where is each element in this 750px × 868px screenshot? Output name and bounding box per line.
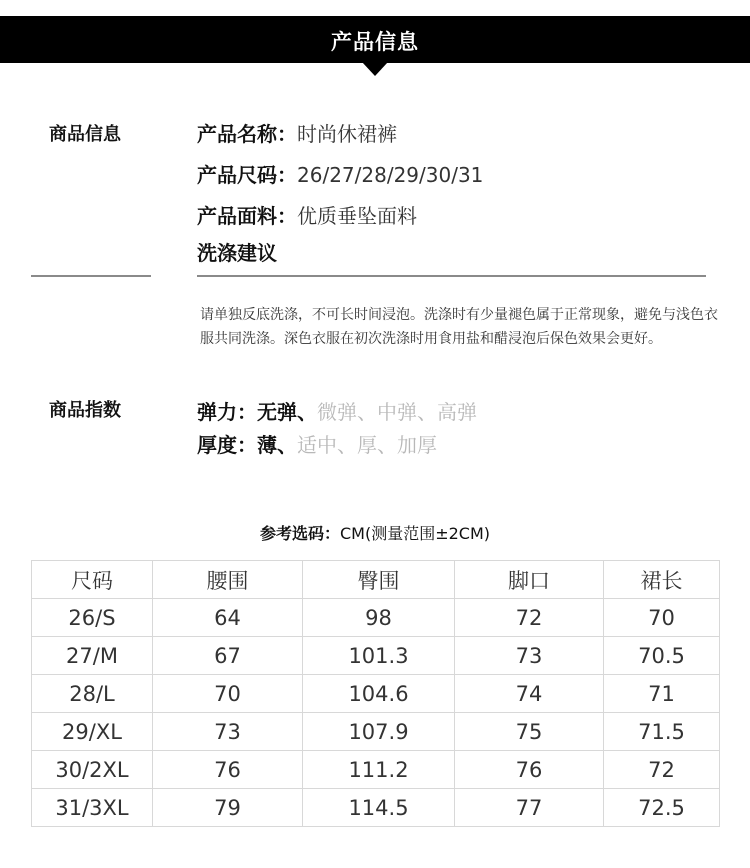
elasticity-row [197,396,477,425]
product-name-row [197,118,397,147]
option-separator: 、 [357,400,377,424]
table-cell: 104.6 [303,675,455,713]
table-cell: 31/3XL [32,789,153,827]
product-info-label: 商品信息 [49,124,121,145]
thickness-option: 适中 [297,433,337,457]
product-name-value: 时尚休裙裤 [297,122,397,146]
table-row [32,789,720,827]
thickness-option: 厚 [357,433,377,457]
option-separator: 、 [337,433,357,457]
table-cell: 70.5 [604,637,720,675]
table-cell: 70 [604,599,720,637]
table-cell: 101.3 [303,637,455,675]
table-cell: 79 [153,789,303,827]
elasticity-key: 弹力： [197,400,257,424]
table-cell: 71.5 [604,713,720,751]
table-cell: 77 [455,789,604,827]
elasticity-options [257,400,477,424]
product-fabric-value: 优质垂坠面料 [297,204,417,228]
washing-row [197,237,277,266]
product-size-value: 26/27/28/29/30/31 [297,163,484,187]
table-cell: 107.9 [303,713,455,751]
table-cell: 111.2 [303,751,455,789]
table-cell: 98 [303,599,455,637]
thickness-key: 厚度： [197,433,257,457]
table-row [32,751,720,789]
table-header-cell: 脚口 [455,561,604,599]
option-separator: 、 [417,400,437,424]
elasticity-option: 高弹 [437,400,477,424]
size-reference-value: CM(测量范围±2CM) [339,524,491,543]
thickness-option: 薄 [257,433,277,457]
banner-arrow-icon [362,62,388,76]
table-cell: 26/S [32,599,153,637]
table-cell: 70 [153,675,303,713]
table-cell: 76 [455,751,604,789]
table-cell: 75 [455,713,604,751]
elasticity-option: 无弹 [257,400,297,424]
washing-key: 洗涤建议 [197,241,277,265]
table-cell: 27/M [32,637,153,675]
section-banner [0,16,750,63]
product-index-label: 商品指数 [49,400,121,421]
table-cell: 72 [455,599,604,637]
table-header-cell: 裙长 [604,561,720,599]
table-cell: 30/2XL [32,751,153,789]
elasticity-option: 微弹 [317,400,357,424]
table-row [32,637,720,675]
product-name-key: 产品名称： [197,122,297,146]
table-row [32,713,720,751]
size-reference-title [0,521,750,544]
table-cell: 73 [455,637,604,675]
table-cell: 114.5 [303,789,455,827]
table-header-cell: 腰围 [153,561,303,599]
table-row [32,675,720,713]
product-fabric-key: 产品面料： [197,204,297,228]
product-fabric-row [197,200,417,229]
washing-instructions: 请单独反底洗涤，不可长时间浸泡。洗涤时有少量褪色属于正常现象，避免与浅色衣服共同洗涤。深色衣服在初次洗涤时用食用盐和醋浸泡后保色效果会更好。 [200,307,718,347]
thickness-row [197,429,437,458]
table-cell: 74 [455,675,604,713]
table-cell: 72 [604,751,720,789]
option-separator: 、 [297,400,317,424]
option-separator: 、 [377,433,397,457]
size-table [31,560,720,827]
thickness-option: 加厚 [397,433,437,457]
table-cell: 71 [604,675,720,713]
table-cell: 64 [153,599,303,637]
table-cell: 76 [153,751,303,789]
table-cell: 73 [153,713,303,751]
size-reference-key: 参考选码： [259,524,340,543]
table-cell: 29/XL [32,713,153,751]
table-cell: 67 [153,637,303,675]
table-header-cell: 尺码 [32,561,153,599]
table-cell: 28/L [32,675,153,713]
table-header-row [32,561,720,599]
option-separator: 、 [277,433,297,457]
banner-title: 产品信息 [331,30,419,54]
elasticity-option: 中弹 [377,400,417,424]
divider-left [31,275,151,277]
product-size-row [197,159,483,188]
product-size-key: 产品尺码： [197,163,297,187]
table-header-cell: 臀围 [303,561,455,599]
thickness-options [257,433,437,457]
table-row [32,599,720,637]
table-cell: 72.5 [604,789,720,827]
divider-right [197,275,706,277]
